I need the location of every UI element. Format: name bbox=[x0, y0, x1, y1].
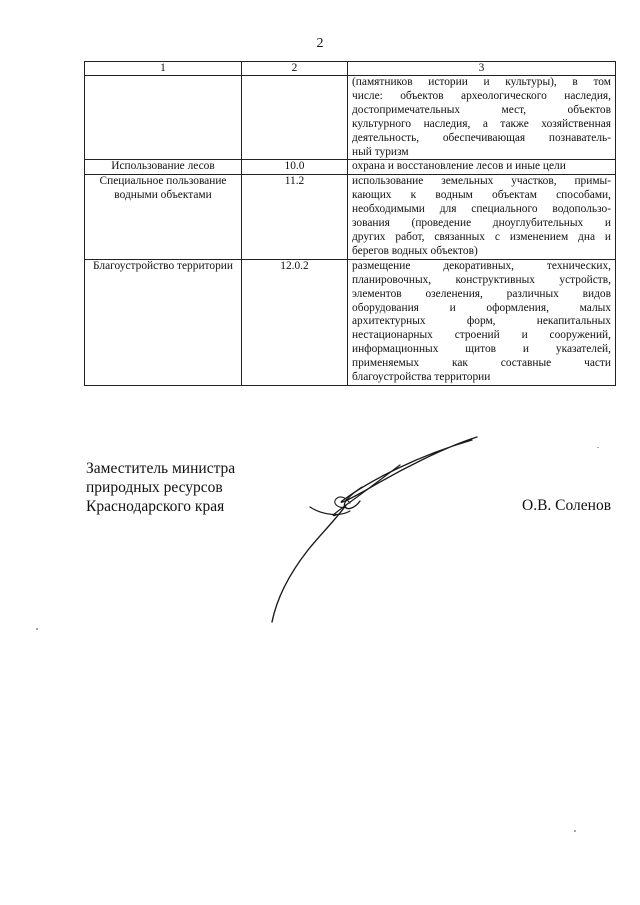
row-description-cell bbox=[348, 259, 616, 385]
description-line: применяемых как составные части bbox=[352, 357, 611, 370]
description-line: ный туризм bbox=[352, 145, 409, 158]
row-code-cell: 11.2 bbox=[242, 175, 348, 259]
description-line: нестационарных строений и сооружений, bbox=[352, 329, 611, 342]
row-code-cell: 12.0.2 bbox=[242, 259, 348, 385]
scan-speck bbox=[597, 447, 599, 448]
column-header-3: 3 bbox=[348, 62, 616, 76]
table-row bbox=[85, 76, 616, 160]
column-header-1: 1 bbox=[85, 62, 242, 76]
description-line: других работ, связанных с изменением дна и bbox=[352, 230, 611, 243]
description-line: числе: объектов археологического наследия, bbox=[352, 89, 611, 102]
signatory-title-line: Заместитель министра bbox=[86, 460, 236, 477]
description-line: использование земельных участков, примы- bbox=[352, 175, 611, 188]
description-line: информационных щитов и указателей, bbox=[352, 343, 611, 356]
signatory-title-line: Краснодарского края bbox=[86, 498, 225, 515]
description-line: зования (проведение дноуглубительных и bbox=[352, 217, 611, 230]
row-code-cell: 10.0 bbox=[242, 160, 348, 175]
description-line: оборудования и оформления, малых bbox=[352, 301, 611, 314]
description-line: элементов озеленения, различных видов bbox=[352, 287, 611, 300]
description-line: культурного наследия, а также хозяйственная bbox=[352, 117, 611, 130]
signature-stroke bbox=[341, 437, 477, 502]
description-line: деятельность, обеспечивающая познаватель- bbox=[352, 131, 611, 144]
description-line: берегов водных объектов) bbox=[352, 244, 478, 257]
scan-speck bbox=[574, 830, 576, 832]
description-line: кающих к водным объектам способами, bbox=[352, 189, 611, 202]
scan-speck bbox=[36, 628, 38, 630]
signature-stroke bbox=[272, 505, 346, 622]
row-description-cell bbox=[348, 76, 616, 160]
description-line: (памятников истории и культуры), в том bbox=[352, 76, 611, 88]
description-line: необходимыми для специального водопользо- bbox=[352, 203, 611, 216]
handwritten-signature bbox=[250, 425, 500, 630]
row-name-cell: Специальное пользование водными объектами bbox=[85, 175, 242, 259]
row-code-cell bbox=[242, 76, 348, 160]
signer-name: О.В. Соленов bbox=[522, 497, 612, 514]
table-header-row bbox=[85, 62, 616, 76]
row-description-cell bbox=[348, 160, 616, 175]
row-name-cell: Использование лесов bbox=[85, 160, 242, 175]
table-row bbox=[85, 175, 616, 259]
land-use-table bbox=[84, 61, 616, 386]
description-line: архитектурных форм, некапитальных bbox=[352, 315, 611, 328]
description-line: благоустройства территории bbox=[352, 371, 491, 384]
column-header-2: 2 bbox=[242, 62, 348, 76]
table-row bbox=[85, 160, 616, 175]
page-number: 2 bbox=[316, 36, 324, 51]
description-line: достопримечательных мест, объектов bbox=[352, 103, 611, 116]
row-description-cell bbox=[348, 175, 616, 259]
row-name-cell bbox=[85, 76, 242, 160]
signatory-title bbox=[86, 459, 235, 516]
description-line: размещение декоративных, технических, bbox=[352, 259, 611, 272]
row-name-cell: Благоустройство территории bbox=[85, 259, 242, 385]
signatory-title-line: природных ресурсов bbox=[86, 479, 223, 496]
table-row bbox=[85, 259, 616, 385]
description-line: планировочных, конструктивных устройств, bbox=[352, 273, 611, 286]
description-line: охрана и восстановление лесов и иные цели bbox=[352, 160, 566, 173]
